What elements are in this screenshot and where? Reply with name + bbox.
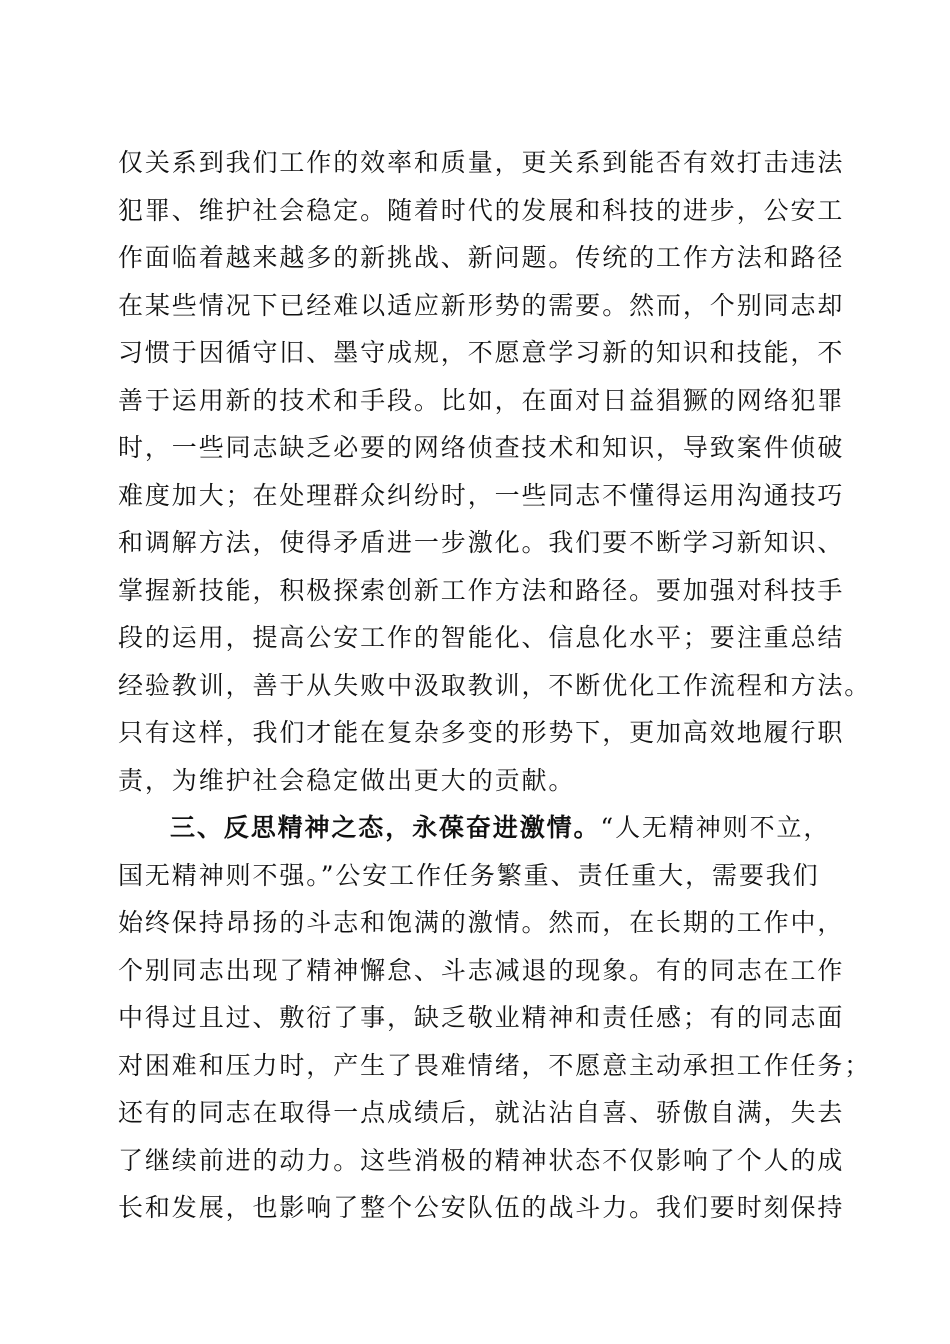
text-line: 始终保持昂扬的斗志和饱满的激情。然而，在长期的工作中，: [118, 908, 845, 937]
text-line: 还有的同志在取得一点成绩后，就沾沾自喜、骄傲自满，失去: [118, 1098, 845, 1127]
text-line: 责，为维护社会稳定做出更大的贡献。: [118, 765, 576, 795]
text-line: 段的运用，提高公安工作的智能化、信息化水平；要注重总结: [118, 623, 845, 652]
text-line: 仅关系到我们工作的效率和质量，更关系到能否有效打击违法: [118, 148, 845, 177]
text-line: 在某些情况下已经难以适应新形势的需要。然而，个别同志却: [118, 290, 845, 320]
section-3-quote-start: “人无精神则不立，: [600, 813, 831, 842]
text-line: 国无精神则不强。”公安工作任务繁重、责任重大，需要我们: [118, 860, 820, 890]
text-line: 对困难和压力时，产生了畏难情绪，不愿意主动承担工作任务；: [118, 1050, 872, 1080]
text-line: 作面临着越来越多的新挑战、新问题。传统的工作方法和路径: [118, 243, 845, 272]
text-line: 只有这样，我们才能在复杂多变的形势下，更加高效地履行职: [118, 718, 845, 747]
text-line: 掌握新技能，积极探索创新工作方法和路径。要加强对科技手: [118, 575, 845, 605]
text-line: 难度加大；在处理群众纠纷时，一些同志不懂得运用沟通技巧: [118, 480, 845, 510]
text-line: 长和发展，也影响了整个公安队伍的战斗力。我们要时刻保持: [118, 1193, 845, 1222]
text-line: 了继续前进的动力。这些消极的精神状态不仅影响了个人的成: [118, 1145, 845, 1175]
text-line: 个别同志出现了精神懈怠、斗志减退的现象。有的同志在工作: [118, 955, 845, 985]
text-line: 经验教训，善于从失败中汲取教训，不断优化工作流程和方法。: [118, 670, 872, 700]
section-3-heading: 三、反思精神之态，永葆奋进激情。: [170, 813, 601, 842]
document-body: [118, 139, 872, 1232]
text-line: 时，一些同志缺乏必要的网络侦查技术和知识，导致案件侦破: [118, 433, 845, 462]
text-line: 中得过且过、敷衍了事，缺乏敬业精神和责任感；有的同志面: [118, 1003, 845, 1032]
text-line: 习惯于因循守旧、墨守成规，不愿意学习新的知识和技能，不: [118, 338, 845, 367]
text-line: 犯罪、维护社会稳定。随着时代的发展和科技的进步，公安工: [118, 195, 845, 225]
section-3-first-line: [118, 804, 838, 852]
text-line: 和调解方法，使得矛盾进一步激化。我们要不断学习新知识、: [118, 528, 845, 557]
text-line: 善于运用新的技术和手段。比如，在面对日益猖獗的网络犯罪: [118, 385, 845, 415]
